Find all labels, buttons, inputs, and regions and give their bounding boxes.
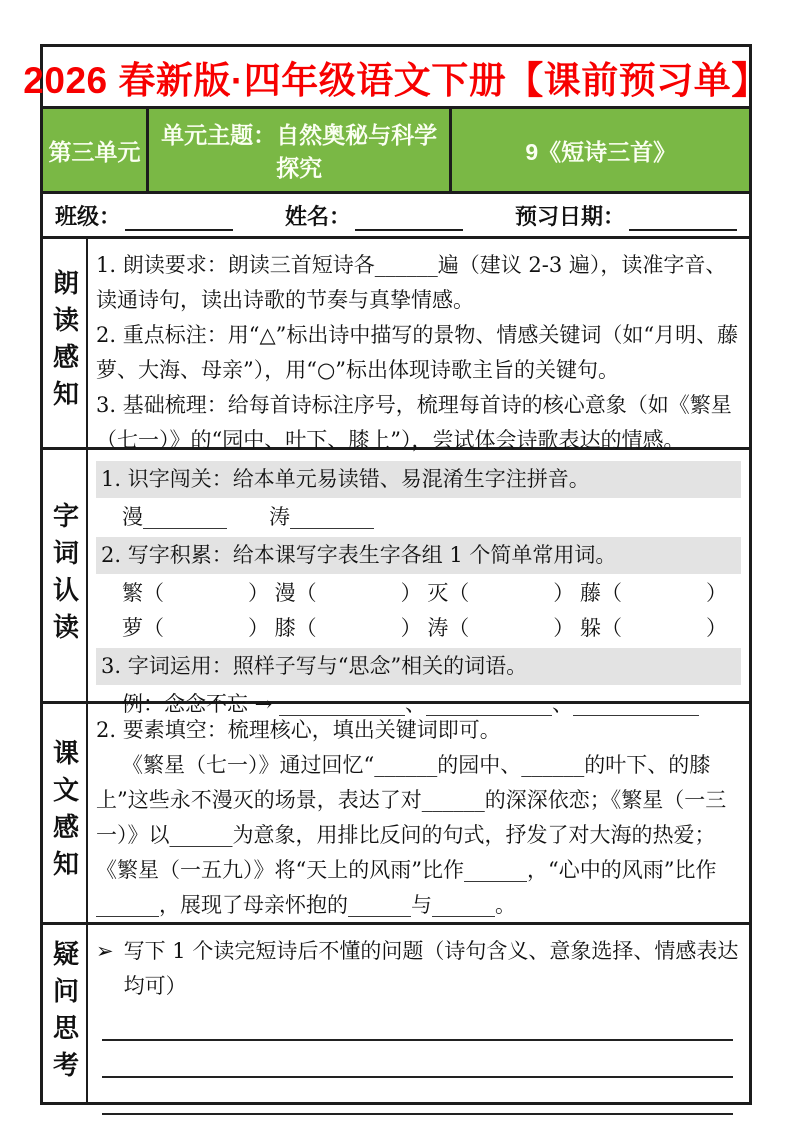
writing-line[interactable] bbox=[102, 1004, 733, 1041]
prompt-text: 写下 1 个读完短诗后不懂的问题（诗句含义、意象选择、情感表达均可） bbox=[123, 939, 739, 998]
section-content bbox=[88, 925, 749, 1102]
word-blank[interactable]: 藤（ ） bbox=[579, 581, 727, 605]
unit-bar bbox=[43, 106, 749, 194]
name-blank[interactable] bbox=[355, 207, 463, 231]
section-word-recognition bbox=[43, 447, 749, 716]
task-heading: 3. 字词运用：照样子写与“思念”相关的词语。 bbox=[96, 648, 741, 685]
class-label: 班级： bbox=[55, 203, 122, 229]
page-title: 2026 春新版·四年级语文下册【课前预习单】 bbox=[23, 59, 769, 101]
section-label: 朗读感知 bbox=[49, 269, 80, 417]
section-label: 疑问思考 bbox=[49, 939, 80, 1088]
word-blank[interactable]: 灭（ ） bbox=[427, 581, 575, 605]
date-field bbox=[515, 200, 737, 231]
word-bank-row bbox=[96, 611, 741, 646]
section-content bbox=[88, 239, 749, 452]
class-blank[interactable] bbox=[125, 207, 233, 231]
arrowhead-bullet-icon: ➢ bbox=[96, 939, 114, 963]
task-item: 1. 朗读要求：朗读三首短诗各______遍（建议 2-3 遍），读准字音、读通诗句，读出诗歌的节奏与真挚情感。 bbox=[96, 253, 727, 312]
task-item: 3. 基础梳理：给每首诗标注序号，梳理每首诗的核心意象（如《繁星（七一）》的“园中、叶下、膝上”），尝试体会诗歌表达的情感。 bbox=[96, 393, 732, 452]
section-content bbox=[88, 704, 749, 922]
section-questions bbox=[43, 922, 749, 1102]
word-bank-row bbox=[96, 576, 741, 611]
writing-line[interactable] bbox=[102, 1078, 733, 1115]
word-blank[interactable]: 漫（ ） bbox=[274, 581, 422, 605]
section-label: 字词认读 bbox=[49, 501, 80, 650]
question-prompt bbox=[96, 934, 741, 1004]
task-item: 2. 重点标注：用“△”标出诗中描写的景物、情感关键词（如“月明、藤萝、大海、母亲”），用“○”标出体现诗歌主旨的关键句。 bbox=[96, 323, 739, 382]
word-blank[interactable]: 膝（ ） bbox=[274, 616, 422, 640]
word-blank[interactable]: 涛（ ） bbox=[427, 616, 575, 640]
section-text-comprehension bbox=[43, 701, 749, 922]
worksheet bbox=[23, 44, 769, 1105]
task-heading: 2. 写字积累：给本课写字表生字各组 1 个简单常用词。 bbox=[96, 537, 741, 574]
pinyin-blank-line[interactable]: 漫________ 涛________ bbox=[122, 505, 374, 529]
date-blank[interactable] bbox=[629, 207, 737, 231]
section-label-cell bbox=[43, 704, 88, 922]
student-info-row bbox=[43, 194, 749, 236]
section-content bbox=[88, 450, 749, 716]
section-label-cell bbox=[43, 450, 88, 701]
unit-number: 第三单元 bbox=[43, 109, 149, 191]
word-blank[interactable]: 萝（ ） bbox=[122, 616, 269, 640]
lesson-title: 9《短诗三首》 bbox=[525, 138, 677, 165]
example-blank-line[interactable]: 例：念念不忘 → ____________、____________、____________ bbox=[122, 692, 699, 716]
date-label: 预习日期： bbox=[515, 203, 626, 229]
task-heading: 1. 识字闯关：给本单元易读错、易混淆生字注拼音。 bbox=[96, 461, 741, 498]
section-label-cell bbox=[43, 239, 88, 447]
name-field bbox=[285, 200, 463, 231]
unit-theme: 单元主题：自然奥秘与科学探究 bbox=[149, 109, 453, 191]
section-reading-perception bbox=[43, 236, 749, 452]
section-label: 课文感知 bbox=[49, 739, 80, 887]
class-field bbox=[55, 200, 233, 231]
name-label: 姓名： bbox=[285, 203, 352, 229]
fill-blank-paragraph[interactable]: 《繁星（七一）》通过回忆“______的园中、______的叶下、的膝上”这些永不漫灭的场景，表达了对______的深深依恋；《繁星（一三一）》以______为意象，用排比反问的句式，抒发了对大海的热爱；《繁星（一五九）》将“天上的风雨”比作______，“心中的风雨”比作______，展现了母亲怀抱的______与______。 bbox=[96, 753, 727, 917]
section-label-cell bbox=[43, 925, 88, 1102]
word-blank[interactable]: 躲（ ） bbox=[579, 616, 727, 640]
word-blank[interactable]: 繁（ ） bbox=[122, 581, 269, 605]
writing-line[interactable] bbox=[102, 1041, 733, 1078]
task-heading: 2. 要素填空：梳理核心，填出关键词即可。 bbox=[96, 718, 501, 742]
